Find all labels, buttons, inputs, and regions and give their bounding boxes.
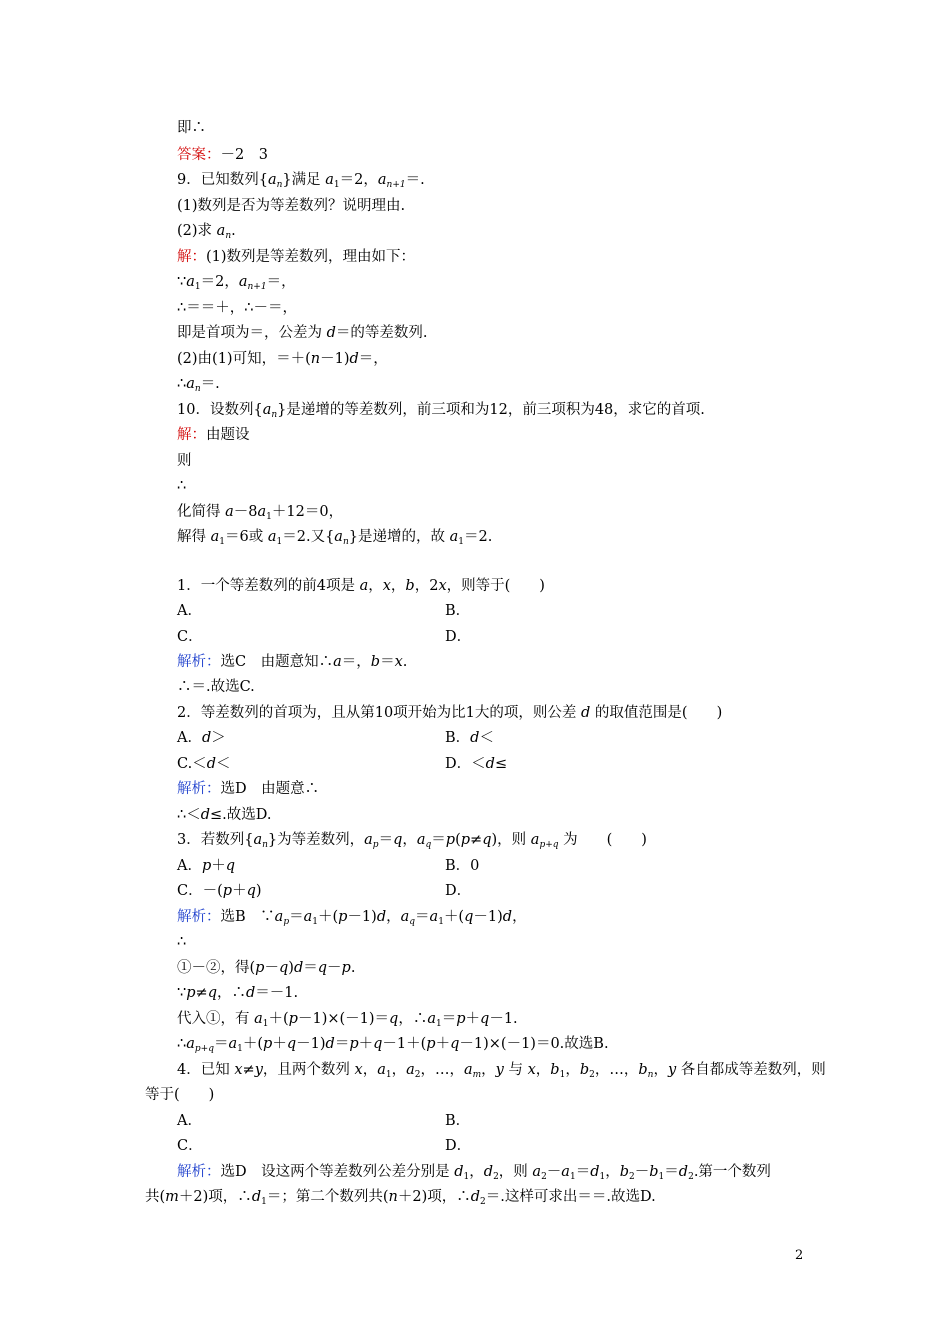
option-d: D． [445,883,472,899]
text-line: ∴＜d≤.故选D. [177,807,272,823]
options-row [177,728,494,748]
option-d: D．＜d≤ [445,756,508,772]
option-c: C.＜d＜ [177,756,231,772]
text-line: (2)求 $a_n$. [177,223,236,241]
answer-line: 答案：－2 3 [177,147,268,163]
text-line: 代入①，有 $a_1+(p-1)\times(-1)=q$，$\therefore a_1=p+q-1$. [177,1011,518,1029]
options-row [177,754,508,774]
text-line: $\therefore a_{p+q}=a_1+(p+q-1)d=p+q-1+(p+q-1)\times(-1)=0$.故选B. [177,1036,609,1054]
option-a: A．d＞ [177,730,226,746]
text-line: 等于( ) [145,1087,215,1103]
options-row [177,627,472,647]
exercise-4: 4．已知 x≠y，且两个数列 x，$a_1$，$a_2$，…，$a_m$，y 与 x，$b_1$，$b_2$，…，$b_n$，y 各自都成等差数列，则 [177,1062,826,1080]
text-line: 则 [177,453,192,469]
options-row [177,1111,471,1131]
option-d: D． [445,1138,472,1154]
text-line: ∴＝.故选C. [177,679,255,695]
text-line: ∴ [177,478,187,494]
analysis-label: 解析： [177,654,221,670]
analysis-line: 解析：选C 由题意知∴a＝，b＝x. [177,654,408,670]
options-row [177,601,471,621]
text-line: (1)数列是否为等差数列？说明理由. [177,198,406,214]
analysis-line: 解析：选D 设这两个等差数列公差分别是 $d_1$，$d_2$，则 $a_2-a_1=d_1$，$b_2-b_1=d_2$.第一个数列 [177,1164,771,1182]
text-line: ∵p≠q，∴d＝－1. [177,985,299,1001]
exercise-1: 1．一个等差数列的前4项是 a，x，b，2x，则等于( ) [177,578,545,594]
options-row [177,881,472,901]
analysis-label: 解析： [177,781,221,797]
text-line: 化简得 $a-8a_1+12=0$， [177,504,344,522]
exercise-2: 2．等差数列的首项为，且从第10项开始为比1大的项，则公差 d 的取值范围是( ) [177,705,723,721]
question-10: 10．设数列$\{a_n\}$是递增的等差数列，前三项和为12，前三项积为48，求它的首项. [177,402,705,420]
option-a: A． [177,1113,202,1129]
analysis-label: 解析： [177,1164,221,1180]
page-number: 2 [795,1248,804,1263]
solution-label: 解： [177,427,206,443]
option-c: C．－(p＋q) [177,883,262,899]
option-b: B．d＜ [445,730,494,746]
text-line: (2)由(1)可知，＝＋(n－1)d＝， [177,351,388,367]
text-line: ∴＝＝＋，∴－＝， [177,300,297,316]
option-d: D． [445,629,472,645]
option-b: B． [445,1113,471,1129]
solution-label: 解： [177,249,206,265]
text-line: 解得 $a_1=6$或 $a_1=2$.又$\{a_n\}$是递增的，故 $a_1=2$. [177,529,493,547]
text-line: ①－②，得(p－q)d＝q－p. [177,960,356,976]
exercise-3: 3．若数列$\{a_n\}$为等差数列，$a_p=q$，$a_q=p(p\ne q)$，则 $a_{p+q}$ 为 ( ) [177,832,647,850]
analysis-line: 解析：选D 由题意∴ [177,781,320,797]
text-line: 共(m＋2)项，$\therefore d_1=$；第二个数列共(n＋2)项，$\therefore d_2=$.这样可求出＝＝.故选D. [145,1189,656,1207]
text-line: 即是首项为＝，公差为 d＝的等差数列. [177,325,428,341]
text-line: $\because a_1=2$，$a_{n+1}=$， [177,274,296,292]
option-b: B． [445,603,471,619]
analysis-line: 解析：选B $\because a_p=a_1+(p-1)d$，$a_q=a_1+(q-1)d$， [177,909,527,927]
options-row [177,856,480,876]
options-row [177,1136,472,1156]
text-line: $\therefore a_n=$. [177,376,220,394]
option-b: B．0 [445,858,480,874]
text-line: ∴ [177,934,187,950]
solution-line: 解：由题设 [177,427,250,443]
solution-line: 解：(1)数列是等差数列，理由如下： [177,249,416,265]
option-a: A． [177,603,202,619]
answer-label: 答案： [177,147,221,163]
option-c: C． [177,629,203,645]
analysis-label: 解析： [177,909,221,925]
question-9: 9．已知数列$\{a_n\}$满足 $a_1=2$，$a_{n+1}=$. [177,172,425,190]
option-a: A．p＋q [177,858,236,874]
option-c: C． [177,1138,203,1154]
text-line: 即∴ [177,120,206,136]
